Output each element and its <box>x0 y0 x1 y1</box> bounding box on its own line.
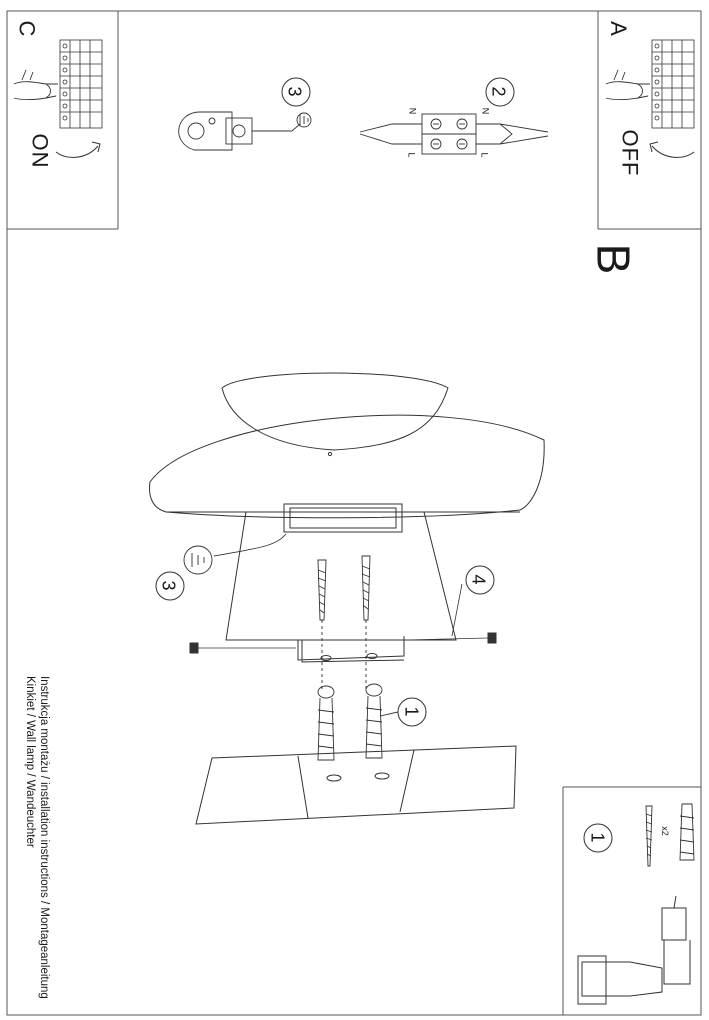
caption-line-1: Instrukcja montażu / installation instructions / Montageanleitung <box>38 676 50 999</box>
terminal-l-right: L <box>479 152 490 158</box>
step-4-number: 4 <box>468 574 489 585</box>
panel-a-action: OFF <box>617 129 643 177</box>
caption-line-2: Kinkiet / Wall lamp / Wandeuchter <box>24 676 36 848</box>
step-1-number-parts: 1 <box>587 832 608 843</box>
hand-icon-a <box>606 70 650 100</box>
terminal-block-a <box>652 40 694 128</box>
terminal-block-c <box>60 40 102 128</box>
drill-icon <box>578 896 690 1004</box>
step-2-number: 2 <box>488 86 509 97</box>
bracket-leader <box>452 584 462 636</box>
ground-symbol-icon <box>297 113 311 127</box>
wall-dowels <box>318 684 398 760</box>
terminal-n-left: N <box>407 107 418 115</box>
hand-icon-c <box>14 70 58 100</box>
lamp-shade <box>150 373 545 518</box>
step-1-number-main: 1 <box>401 706 422 717</box>
parts-screw-icon <box>646 806 652 866</box>
lamp-base-bracket <box>226 504 456 640</box>
wall-surface <box>196 746 516 824</box>
panel-c-action: ON <box>27 133 53 169</box>
arrow-off-icon <box>650 142 694 157</box>
section-b-letter: B <box>587 243 640 275</box>
parts-quantity: x2 <box>659 826 670 836</box>
step-3-number-main: 3 <box>158 580 179 591</box>
step-3-number-top: 3 <box>284 86 305 97</box>
wiring-connector-2 <box>360 114 548 154</box>
terminal-l-left: L <box>406 152 417 158</box>
panel-a-letter: A <box>605 21 631 37</box>
screw-pair <box>318 556 370 690</box>
arrow-on-icon <box>56 142 100 157</box>
terminal-n-right: N <box>480 107 491 115</box>
side-screws <box>190 633 496 653</box>
panel-c-letter: C <box>14 20 40 38</box>
ground-terminal-3 <box>179 112 300 150</box>
caption-block <box>23 676 51 1016</box>
frame <box>7 11 701 1015</box>
ground-wire-main <box>184 534 286 574</box>
parts-dowel-icon <box>680 804 694 860</box>
